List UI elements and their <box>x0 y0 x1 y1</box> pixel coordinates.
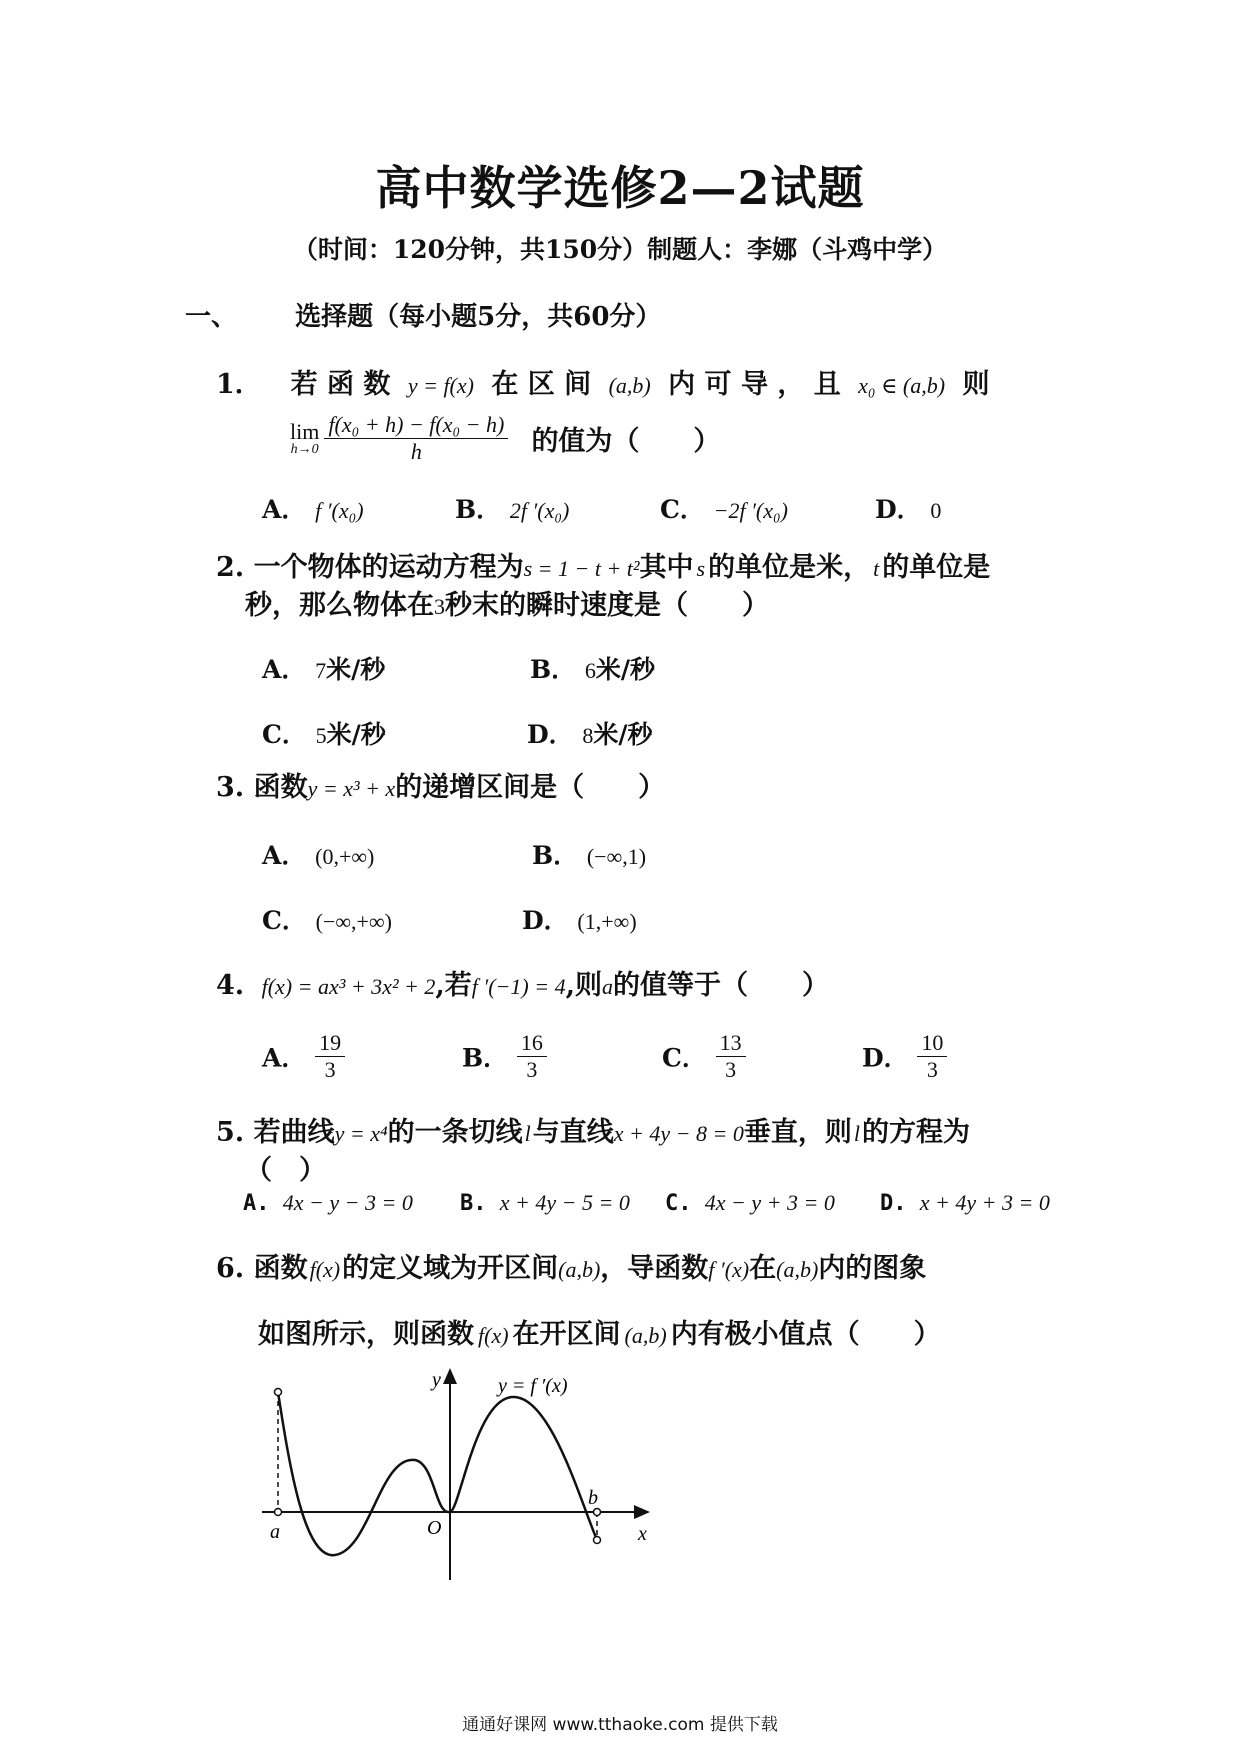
q3-option-c: C． (−∞,+∞) <box>262 906 392 935</box>
math-expression: y = f(x) <box>407 373 474 398</box>
question-2-line-2: 秒，那么物体在3秒末的瞬时速度是（ ） <box>245 590 769 621</box>
q3-option-d: D． (1,+∞) <box>522 906 637 935</box>
footer: 通通好课网 www.tthaoke.com 提供下载 <box>462 1715 778 1735</box>
endpoint-b-bottom <box>594 1537 601 1544</box>
q1-option-a: A． f ′(x₀) <box>262 495 364 524</box>
question-1-line-2 <box>290 412 720 465</box>
q2-option-a: A． 7米/秒 <box>262 655 386 684</box>
q4-option-a: A． $\frac{19}{3}$ <box>262 1030 345 1083</box>
q5-option-b: B. x + 4y − 5 = 0 <box>460 1190 630 1216</box>
question-1-line-1 <box>216 362 989 401</box>
exam-info: （时间：120分钟，共150分）制题人：李娜（斗鸡中学） <box>292 235 948 264</box>
q4-option-b: B． $\frac{16}{3}$ <box>462 1030 547 1083</box>
page-title: 高中数学选修2—2试题 <box>375 161 865 215</box>
endpoint-a-top <box>275 1389 282 1396</box>
q4-option-c: C． $\frac{13}{3}$ <box>662 1030 746 1083</box>
q3-option-b: B． (−∞,1) <box>532 841 647 870</box>
question-number: 5. <box>216 1117 245 1148</box>
q5-option-a: A. 4x − y − 3 = 0 <box>243 1190 413 1216</box>
question-text: 在 区 间 <box>491 369 592 400</box>
section-heading <box>185 296 661 333</box>
q1-option-c: C． −2f ′(x₀) <box>660 495 788 524</box>
question-number: 2. <box>216 552 245 583</box>
q3-option-a: A． (0,+∞) <box>262 841 375 870</box>
origin-label: O <box>427 1517 442 1539</box>
y-axis-arrow-icon <box>443 1368 457 1384</box>
x-axis-label: x <box>638 1523 647 1545</box>
question-5-line-2: （ ） <box>245 1155 326 1186</box>
q4-option-d: D． $\frac{10}{3}$ <box>862 1030 947 1083</box>
q5-option-c: C. 4x − y + 3 = 0 <box>665 1190 835 1216</box>
a-label: a <box>270 1521 280 1543</box>
x-axis-arrow-icon <box>634 1505 650 1519</box>
question-text: 的值为（ ） <box>531 426 721 457</box>
q5-option-d: D. x + 4y + 3 = 0 <box>880 1190 1050 1216</box>
question-text: 则 <box>962 369 990 400</box>
q2-option-d: D． 8米/秒 <box>527 720 653 749</box>
question-6-line-1: 6. 函数f(x)的定义域为开区间(a,b)，导函数f ′(x)在(a,b)内的图象 <box>216 1253 927 1284</box>
question-number: 3. <box>216 772 245 803</box>
limit-operator: lim h→0 <box>290 418 320 457</box>
section-number: 一、 <box>185 302 238 332</box>
section-text: 选择题（每小题5分，共60分） <box>295 302 662 332</box>
math-expression: (a,b) <box>608 373 651 398</box>
endpoint-a-axis <box>275 1509 282 1516</box>
derivative-graph <box>250 1360 670 1590</box>
endpoint-b-axis <box>594 1509 601 1516</box>
question-3: 3. 函数y = x³ + x的递增区间是（ ） <box>216 772 666 803</box>
question-2-line-1: 2. 一个物体的运动方程为s = 1 − t + t²其中 s 的单位是米， t 的单位是 <box>216 552 991 583</box>
q2-option-c: C． 5米/秒 <box>262 720 386 749</box>
question-text: 内 可 导 ， 且 <box>668 369 841 400</box>
b-label: b <box>588 1487 598 1509</box>
math-expression: x₀ ∈ (a,b) <box>858 373 946 398</box>
q2-option-b: B． 6米/秒 <box>530 655 655 684</box>
curve-label: y = f ′(x) <box>498 1375 568 1397</box>
question-5-line-1: 5. 若曲线y = x⁴的一条切线l与直线x + 4y − 8 = 0垂直，则l的方程为 <box>216 1117 970 1148</box>
q1-option-b: B． 2f ′(x₀) <box>455 495 570 524</box>
question-number: 4. <box>216 970 245 1001</box>
y-axis-label: y <box>432 1369 441 1391</box>
q1-option-d: D． 0 <box>875 495 942 524</box>
question-text: 若 函 数 <box>290 369 391 400</box>
limit-fraction: $\frac{\text{f(x₀ + h) − f(x₀ − h)}}{h}$ <box>324 412 508 465</box>
question-number: 1． <box>216 369 262 400</box>
question-6-line-2: 如图所示，则函数 f(x) 在开区间 (a,b) 内有极小值点（ ） <box>258 1319 941 1350</box>
question-4: 4. f(x) = ax³ + 3x² + 2,若f ′(−1) = 4,则a的值等于（ ） <box>216 970 829 1001</box>
question-number: 6. <box>216 1253 245 1284</box>
